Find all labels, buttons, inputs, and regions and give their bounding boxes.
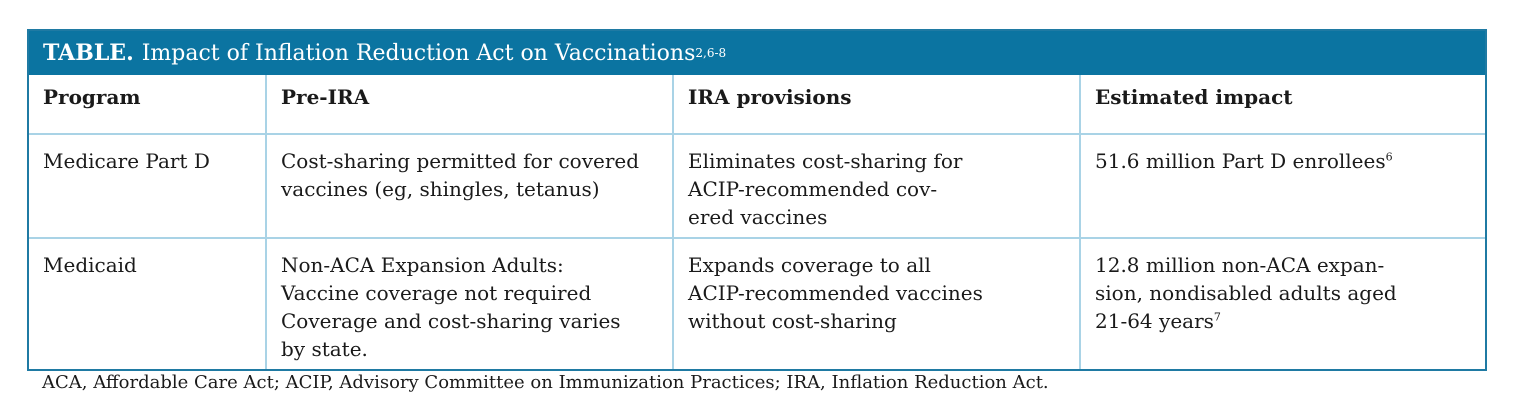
table-row bbox=[29, 238, 1485, 369]
column-header-ira-provisions: IRA provisions bbox=[673, 75, 1080, 134]
cell-line: by state. bbox=[281, 337, 368, 361]
table-footnote: ACA, Affordable Care Act; ACIP, Advisory Committee on Immunization Practices; IRA, Inflation Reduction Act. bbox=[42, 372, 1049, 393]
cell-estimated-impact bbox=[1080, 238, 1485, 369]
cell-ira-provisions bbox=[673, 238, 1080, 369]
cell-line: ACIP-recommended cov- bbox=[688, 177, 938, 201]
table-row bbox=[29, 134, 1485, 238]
table-title: TABLE. Impact of Inflation Reduction Act on Vaccinations 2,6-8 bbox=[29, 31, 1485, 75]
cell-program: Medicaid bbox=[29, 238, 266, 369]
cell-line bbox=[1095, 147, 1471, 175]
cell-line: without cost-sharing bbox=[688, 309, 897, 333]
vaccination-impact-table bbox=[27, 29, 1487, 371]
cell-line: vaccines (eg, shingles, tetanus) bbox=[281, 177, 600, 201]
cell-line: Vaccine coverage not required bbox=[281, 281, 592, 305]
cell-line-text: 21-64 years bbox=[1095, 309, 1214, 333]
cell-line: 12.8 million non-ACA expan- bbox=[1095, 253, 1385, 277]
cell-ira-provisions bbox=[673, 134, 1080, 238]
cell-line: ACIP-recommended vaccines bbox=[688, 281, 983, 305]
cell-line: Coverage and cost-sharing varies bbox=[281, 309, 621, 333]
cell-pre-ira bbox=[266, 238, 673, 369]
data-table bbox=[29, 75, 1485, 369]
cell-line: sion, nondisabled adults aged bbox=[1095, 281, 1397, 305]
cell-ref: 7 bbox=[1213, 310, 1221, 324]
cell-line: Eliminates cost-sharing for bbox=[688, 149, 963, 173]
column-header-estimated-impact: Estimated impact bbox=[1095, 85, 1293, 109]
table-title-lead: TABLE. bbox=[43, 40, 134, 66]
cell-line: Expands coverage to all bbox=[688, 253, 931, 277]
column-header-pre-ira: Pre-IRA bbox=[266, 75, 673, 134]
cell-estimated-impact bbox=[1080, 134, 1485, 238]
table-header-row bbox=[29, 75, 1485, 134]
cell-line: ered vaccines bbox=[688, 205, 828, 229]
cell-line: Non-ACA Expansion Adults: bbox=[281, 253, 564, 277]
column-header-program: Program bbox=[29, 75, 266, 134]
cell-line bbox=[1095, 307, 1471, 335]
cell-pre-ira bbox=[266, 134, 673, 238]
cell-program: Medicare Part D bbox=[29, 134, 266, 238]
cell-ref: 6 bbox=[1385, 150, 1393, 164]
cell-line: Cost-sharing permitted for covered bbox=[281, 149, 640, 173]
table-title-text: Impact of Inflation Reduction Act on Vaccinations bbox=[141, 40, 696, 66]
cell-line-text: 51.6 million Part D enrollees bbox=[1095, 149, 1386, 173]
